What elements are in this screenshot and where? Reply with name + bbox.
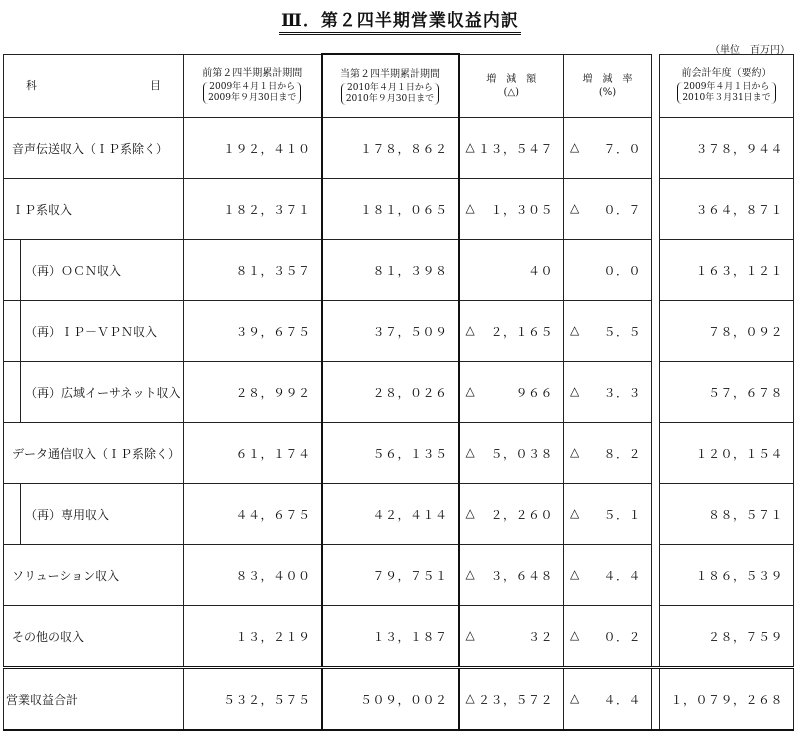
year-value: １，０７９，２６８ (660, 668, 794, 731)
year-value: ８８，５７１ (660, 484, 794, 545)
diff-value: △ １，３０５ (459, 179, 564, 240)
table-row (4, 179, 794, 240)
diff-value: △ ９６６ (459, 362, 564, 423)
row-label: ＩＰ系収入 (4, 179, 184, 240)
row-label: ソリューション収入 (4, 545, 184, 606)
year-value: ２８，７５９ (660, 606, 794, 668)
diff-value: △ ２３，５７２ (459, 668, 564, 731)
table-header-row (4, 54, 794, 118)
row-label: （再）ＯＣＮ収入 (4, 240, 184, 301)
table-row (4, 484, 794, 545)
header-prev-period: 前第２四半期累計期間 2009年４月１日から 2009年９月30日まで (184, 54, 322, 118)
cur-value: １３，１８７ (322, 606, 459, 668)
cur-value: ７９，７５１ (322, 545, 459, 606)
cur-value: ３７，５０９ (322, 301, 459, 362)
cur-value: ５６，１３５ (322, 423, 459, 484)
diff-value: △ ２，１６５ (459, 301, 564, 362)
rate-value: △ ４．４ (564, 668, 652, 731)
year-value: １８６，５３９ (660, 545, 794, 606)
rate-value: △ ５．１ (564, 484, 652, 545)
unit-note: （単位 百万円） (710, 45, 790, 56)
cur-value: １８１，０６５ (322, 179, 459, 240)
revenue-breakdown-table (3, 53, 794, 731)
row-label: （再）専用収入 (4, 484, 184, 545)
rate-value: △ ４．４ (564, 545, 652, 606)
header-diff: 増 減 額 (△) (459, 54, 564, 118)
prev-value: ６１，１７４ (184, 423, 322, 484)
diff-value: △ ３，６４８ (459, 545, 564, 606)
rate-value: ０．０ (564, 240, 652, 301)
header-rate: 増 減 率 (%) (564, 54, 652, 118)
row-label: データ通信収入（ＩＰ系除く） (4, 423, 184, 484)
prev-value: ３９，６７５ (184, 301, 322, 362)
rate-value: △ ７．０ (564, 118, 652, 179)
row-label: （再）広域イーサネット収入 (4, 362, 184, 423)
row-label: その他の収入 (4, 606, 184, 668)
cur-value: ５０９，００２ (322, 668, 459, 731)
page-title: Ⅲ．第２四半期営業収益内訳 (0, 6, 800, 31)
year-value: １６３，１２１ (660, 240, 794, 301)
table-row (4, 118, 794, 179)
cur-value: １７８，８６２ (322, 118, 459, 179)
prev-value: ５３２，５７５ (184, 668, 322, 731)
table-row (4, 301, 794, 362)
prev-value: ２８，９９２ (184, 362, 322, 423)
diff-value: △ ２，２６０ (459, 484, 564, 545)
year-value: ３７８，９４４ (660, 118, 794, 179)
header-cur-period: 当第２四半期累計期間 2010年４月１日から 2010年９月30日まで (322, 54, 459, 118)
year-value: ７８，０９２ (660, 301, 794, 362)
prev-value: １３，２１９ (184, 606, 322, 668)
rate-value: △ ５．５ (564, 301, 652, 362)
cur-value: ２８，０２６ (322, 362, 459, 423)
prev-value: ８３，４００ (184, 545, 322, 606)
header-kamoku: 科 目 (4, 54, 184, 118)
prev-value: １９２，４１０ (184, 118, 322, 179)
year-value: ５７，６７８ (660, 362, 794, 423)
row-label: 営業収益合計 (4, 668, 184, 731)
table-row (4, 423, 794, 484)
table-row (4, 362, 794, 423)
rate-value: △ ３．３ (564, 362, 652, 423)
row-label: （再）ＩＰ－ＶＰＮ収入 (4, 301, 184, 362)
diff-value: △ ３２ (459, 606, 564, 668)
table-row (4, 545, 794, 606)
rate-value: △ ０．２ (564, 606, 652, 668)
prev-value: ８１，３５７ (184, 240, 322, 301)
year-value: １２０，１５４ (660, 423, 794, 484)
diff-value: △ １３，５４７ (459, 118, 564, 179)
column-gap (652, 54, 660, 118)
total-row (4, 668, 794, 731)
table-row (4, 240, 794, 301)
rate-value: △ ８．２ (564, 423, 652, 484)
rate-value: △ ０．７ (564, 179, 652, 240)
year-value: ３６４，８７１ (660, 179, 794, 240)
prev-value: １８２，３７１ (184, 179, 322, 240)
diff-value: △ ５，０３８ (459, 423, 564, 484)
header-prev-year: 前会計年度（要約） 2009年４月１日から 2010年３月31日まで (660, 54, 794, 118)
cur-value: ８１，３９８ (322, 240, 459, 301)
cur-value: ４２，４１４ (322, 484, 459, 545)
row-label: 音声伝送収入（ＩＰ系除く） (4, 118, 184, 179)
prev-value: ４４，６７５ (184, 484, 322, 545)
table-row (4, 606, 794, 668)
diff-value: ４０ (459, 240, 564, 301)
